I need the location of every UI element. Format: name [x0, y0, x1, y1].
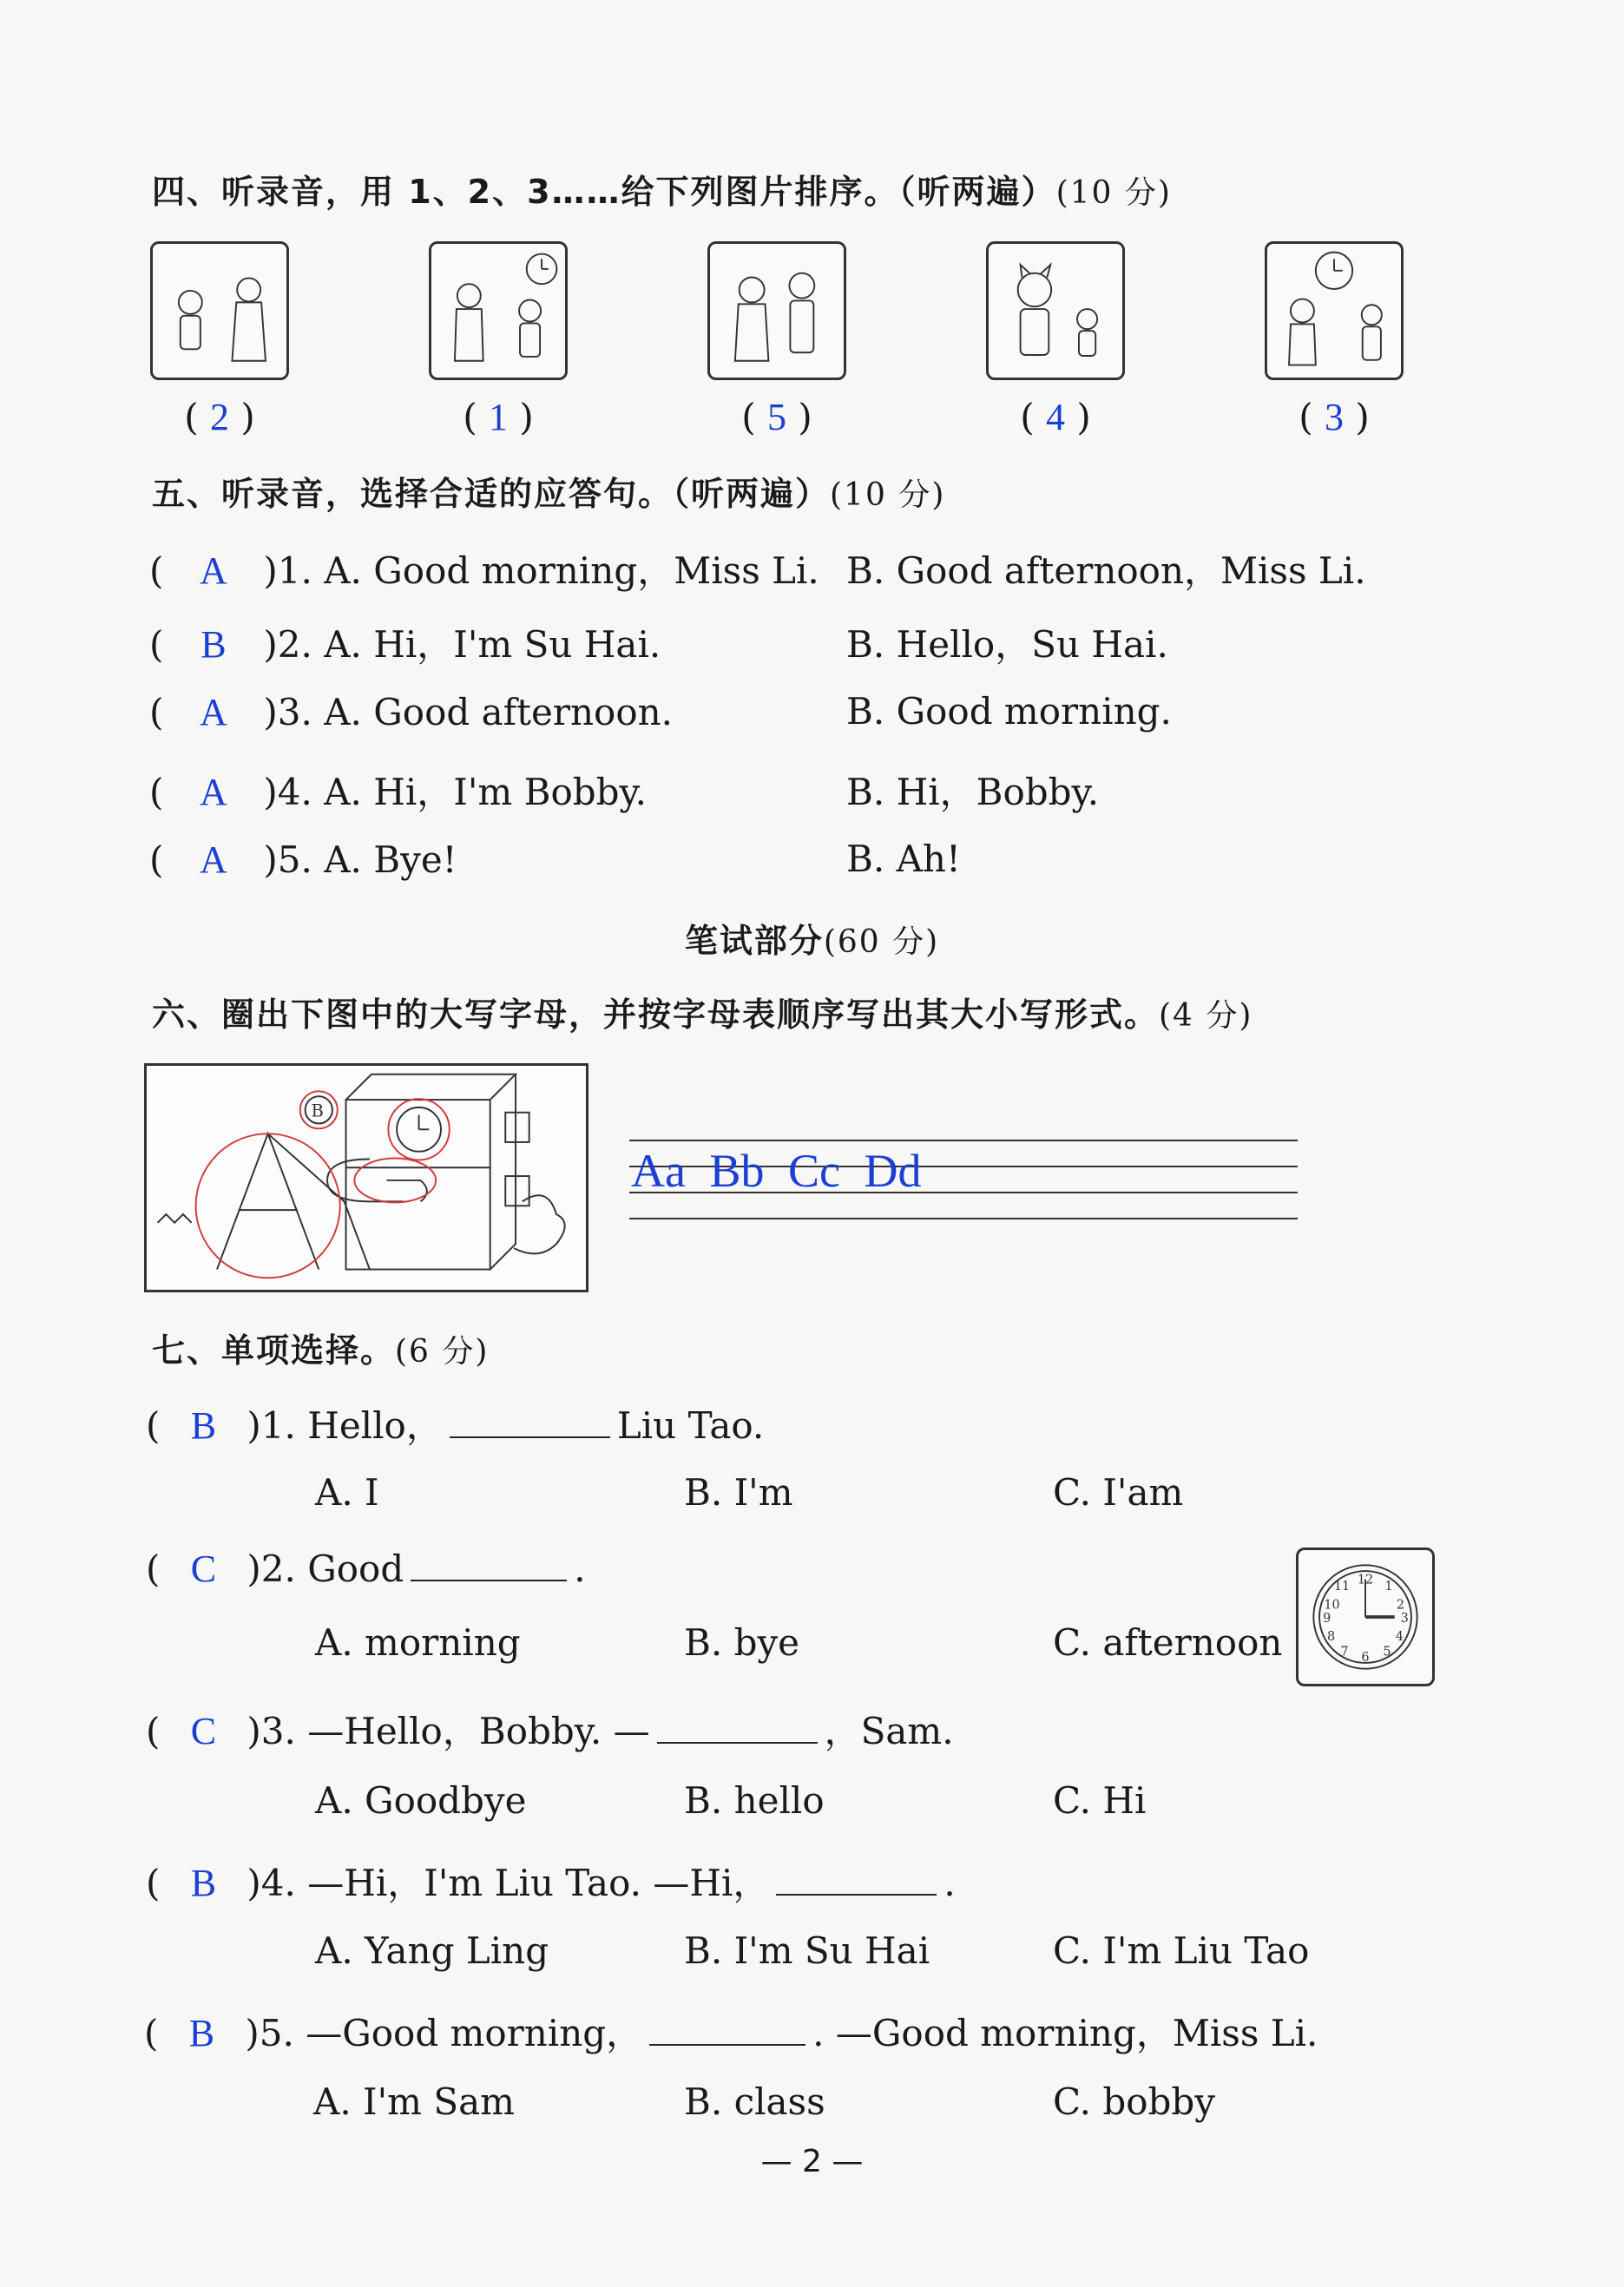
s7-q3-text-b: ，Sam.: [824, 1710, 954, 1752]
s7-question-4: ( B )4. —Hi，I'm Liu Tao. —Hi， .: [146, 1855, 956, 1907]
section7-title: 七、单项选择。: [152, 1331, 396, 1370]
s7-q4-option-a: A. Yang Ling: [315, 1929, 549, 1972]
s5-answer-5: A: [200, 838, 227, 881]
section7-score: (6 分): [395, 1334, 490, 1370]
s5-item-2: ( B )2. A. Hi，I'm Su Hai.: [149, 616, 661, 668]
answer-blank: [776, 1864, 937, 1896]
s5-option-a-4: )4. A. Hi，I'm Bobby.: [263, 771, 648, 813]
s5-answer-3: A: [200, 691, 227, 733]
order-answer-1: 2: [210, 396, 229, 438]
s5-option-b-5: B. Ah!: [846, 838, 961, 880]
svg-text:7: 7: [1340, 1645, 1349, 1659]
order-2: ( 1 ): [463, 396, 534, 438]
s7-q4-option-b: B. I'm Su Hai: [684, 1929, 930, 1972]
s7-q3-text-a: )3. —Hello，Bobby. —: [247, 1710, 650, 1752]
s7-question-2: ( C )2. Good .: [146, 1548, 586, 1590]
section5-heading: [152, 467, 945, 515]
section6-title: 六、圈出下图中的大写字母，并按字母表顺序写出其大小写形式。: [152, 996, 1160, 1034]
section5-score: (10 分): [830, 477, 946, 513]
answer-blank: [649, 2014, 805, 2046]
svg-text:B: B: [311, 1101, 324, 1121]
picture-5: [1265, 241, 1404, 380]
order-3: ( 5 ): [741, 396, 812, 438]
s5-item-1: ( A )1. A. Good morning，Miss Li.: [149, 542, 819, 595]
letter-scene-picture: [144, 1063, 588, 1292]
order-5: ( 3 ): [1299, 396, 1370, 438]
s7-q4-option-c: C. I'm Liu Tao: [1053, 1929, 1310, 1972]
order-answer-5: 3: [1325, 396, 1344, 438]
answer-blank: [657, 1712, 818, 1744]
section4-title: 四、听录音，用 1、2、3……给下列图片排序。（听两遍）: [152, 173, 1056, 211]
s7-question-1: ( B )1. Hello， Liu Tao.: [146, 1397, 764, 1449]
page-number: — 2 —: [760, 2144, 864, 2179]
letters-answer: Aa Bb Cc Dd: [631, 1145, 922, 1197]
section4-heading: [152, 165, 1172, 213]
s7-q2-option-a: A. morning: [315, 1621, 521, 1664]
s7-q5-option-b: B. class: [684, 2080, 825, 2123]
s7-q1-option-c: C. I'am: [1053, 1471, 1184, 1514]
order-answer-3: 5: [767, 396, 786, 438]
s7-q4-text-b: .: [943, 1862, 956, 1904]
s7-q2-option-b: B. bye: [684, 1621, 800, 1664]
s5-answer-2: B: [201, 623, 227, 666]
s7-answer-5: B: [188, 2012, 215, 2054]
order-answer-2: 1: [489, 396, 508, 438]
s5-option-a-5: )5. A. Bye!: [263, 838, 457, 881]
s5-option-a-1: )1. A. Good morning，Miss Li.: [263, 549, 819, 592]
written-part-heading: [0, 914, 1624, 962]
answer-blank: [411, 1550, 567, 1581]
order-answer-4: 4: [1046, 396, 1065, 438]
s7-q1-option-b: B. I'm: [684, 1471, 793, 1514]
writing-line: [629, 1218, 1298, 1219]
section6-score: (4 分): [1159, 998, 1253, 1034]
svg-text:4: 4: [1395, 1629, 1404, 1644]
order-4: ( 4 ): [1020, 396, 1091, 438]
svg-text:9: 9: [1323, 1611, 1331, 1626]
s7-q5-text-b: . —Good morning，Miss Li.: [812, 2012, 1318, 2054]
svg-text:10: 10: [1324, 1598, 1340, 1613]
s7-q2-option-c: C. afternoon: [1053, 1621, 1283, 1664]
clock-picture: [1296, 1548, 1435, 1686]
svg-text:12: 12: [1357, 1573, 1374, 1587]
s7-q2-text-b: .: [574, 1548, 586, 1590]
section6-heading: [152, 988, 1253, 1035]
s7-q1-text-a: )1. Hello，: [247, 1404, 443, 1447]
picture-1: [150, 241, 289, 380]
s5-answer-4: A: [200, 771, 227, 813]
s5-item-3: ( A )3. A. Good afternoon.: [149, 691, 674, 733]
section5-title: 五、听录音，选择合适的应答句。（听两遍）: [152, 475, 831, 513]
s7-question-3: ( C )3. —Hello，Bobby. — ，Sam.: [146, 1703, 954, 1755]
s7-answer-1: B: [190, 1404, 217, 1447]
svg-text:1: 1: [1384, 1580, 1393, 1594]
s5-option-a-2: )2. A. Hi，I'm Su Hai.: [263, 623, 661, 666]
svg-text:3: 3: [1400, 1611, 1409, 1626]
written-score: (60 分): [823, 924, 940, 960]
picture-3: [707, 241, 846, 380]
s5-option-a-3: )3. A. Good afternoon.: [263, 691, 674, 733]
s5-item-4: ( A )4. A. Hi，I'm Bobby.: [149, 764, 647, 816]
s7-q3-option-a: A. Goodbye: [315, 1779, 527, 1822]
s7-answer-3: C: [190, 1710, 217, 1752]
written-title: 笔试部分: [684, 922, 824, 960]
picture-4: [986, 241, 1125, 380]
s7-q3-option-c: C. Hi: [1053, 1779, 1147, 1822]
answer-blank: [450, 1407, 610, 1438]
picture-2: [429, 241, 568, 380]
s7-q2-text-a: )2. Good: [247, 1548, 404, 1590]
s7-q1-text-b: Liu Tao.: [616, 1404, 765, 1447]
s7-q5-option-a: A. I'm Sam: [313, 2080, 515, 2123]
s7-answer-2: C: [190, 1548, 217, 1590]
svg-text:11: 11: [1333, 1580, 1351, 1594]
svg-text:6: 6: [1361, 1651, 1370, 1666]
writing-line: [629, 1140, 1298, 1141]
s7-answer-4: B: [190, 1862, 217, 1904]
section7-heading: [152, 1324, 489, 1371]
s5-answer-1: A: [200, 549, 227, 592]
s7-q5-option-c: C. bobby: [1053, 2080, 1216, 2123]
s5-item-5: ( A )5. A. Bye!: [149, 838, 457, 881]
s7-q4-text-a: )4. —Hi，I'm Liu Tao. —Hi，: [247, 1862, 770, 1904]
s5-option-b-2: B. Hello，Su Hai.: [846, 623, 1168, 666]
svg-text:5: 5: [1383, 1645, 1391, 1659]
s7-q3-option-b: B. hello: [684, 1779, 825, 1822]
s7-q5-text-a: )5. —Good morning，: [245, 2012, 643, 2054]
s5-option-b-1: B. Good afternoon，Miss Li.: [846, 549, 1366, 592]
s5-option-b-4: B. Hi，Bobby.: [846, 771, 1100, 813]
section4-score: (10 分): [1055, 175, 1172, 211]
s7-question-5: ( B )5. —Good morning， . —Good morning，Miss Li.: [144, 2005, 1318, 2057]
s5-option-b-3: B. Good morning.: [846, 690, 1172, 733]
order-1: ( 2 ): [184, 396, 255, 438]
svg-text:2: 2: [1396, 1598, 1405, 1613]
s7-q1-option-a: A. I: [315, 1471, 379, 1514]
svg-text:8: 8: [1326, 1629, 1336, 1644]
